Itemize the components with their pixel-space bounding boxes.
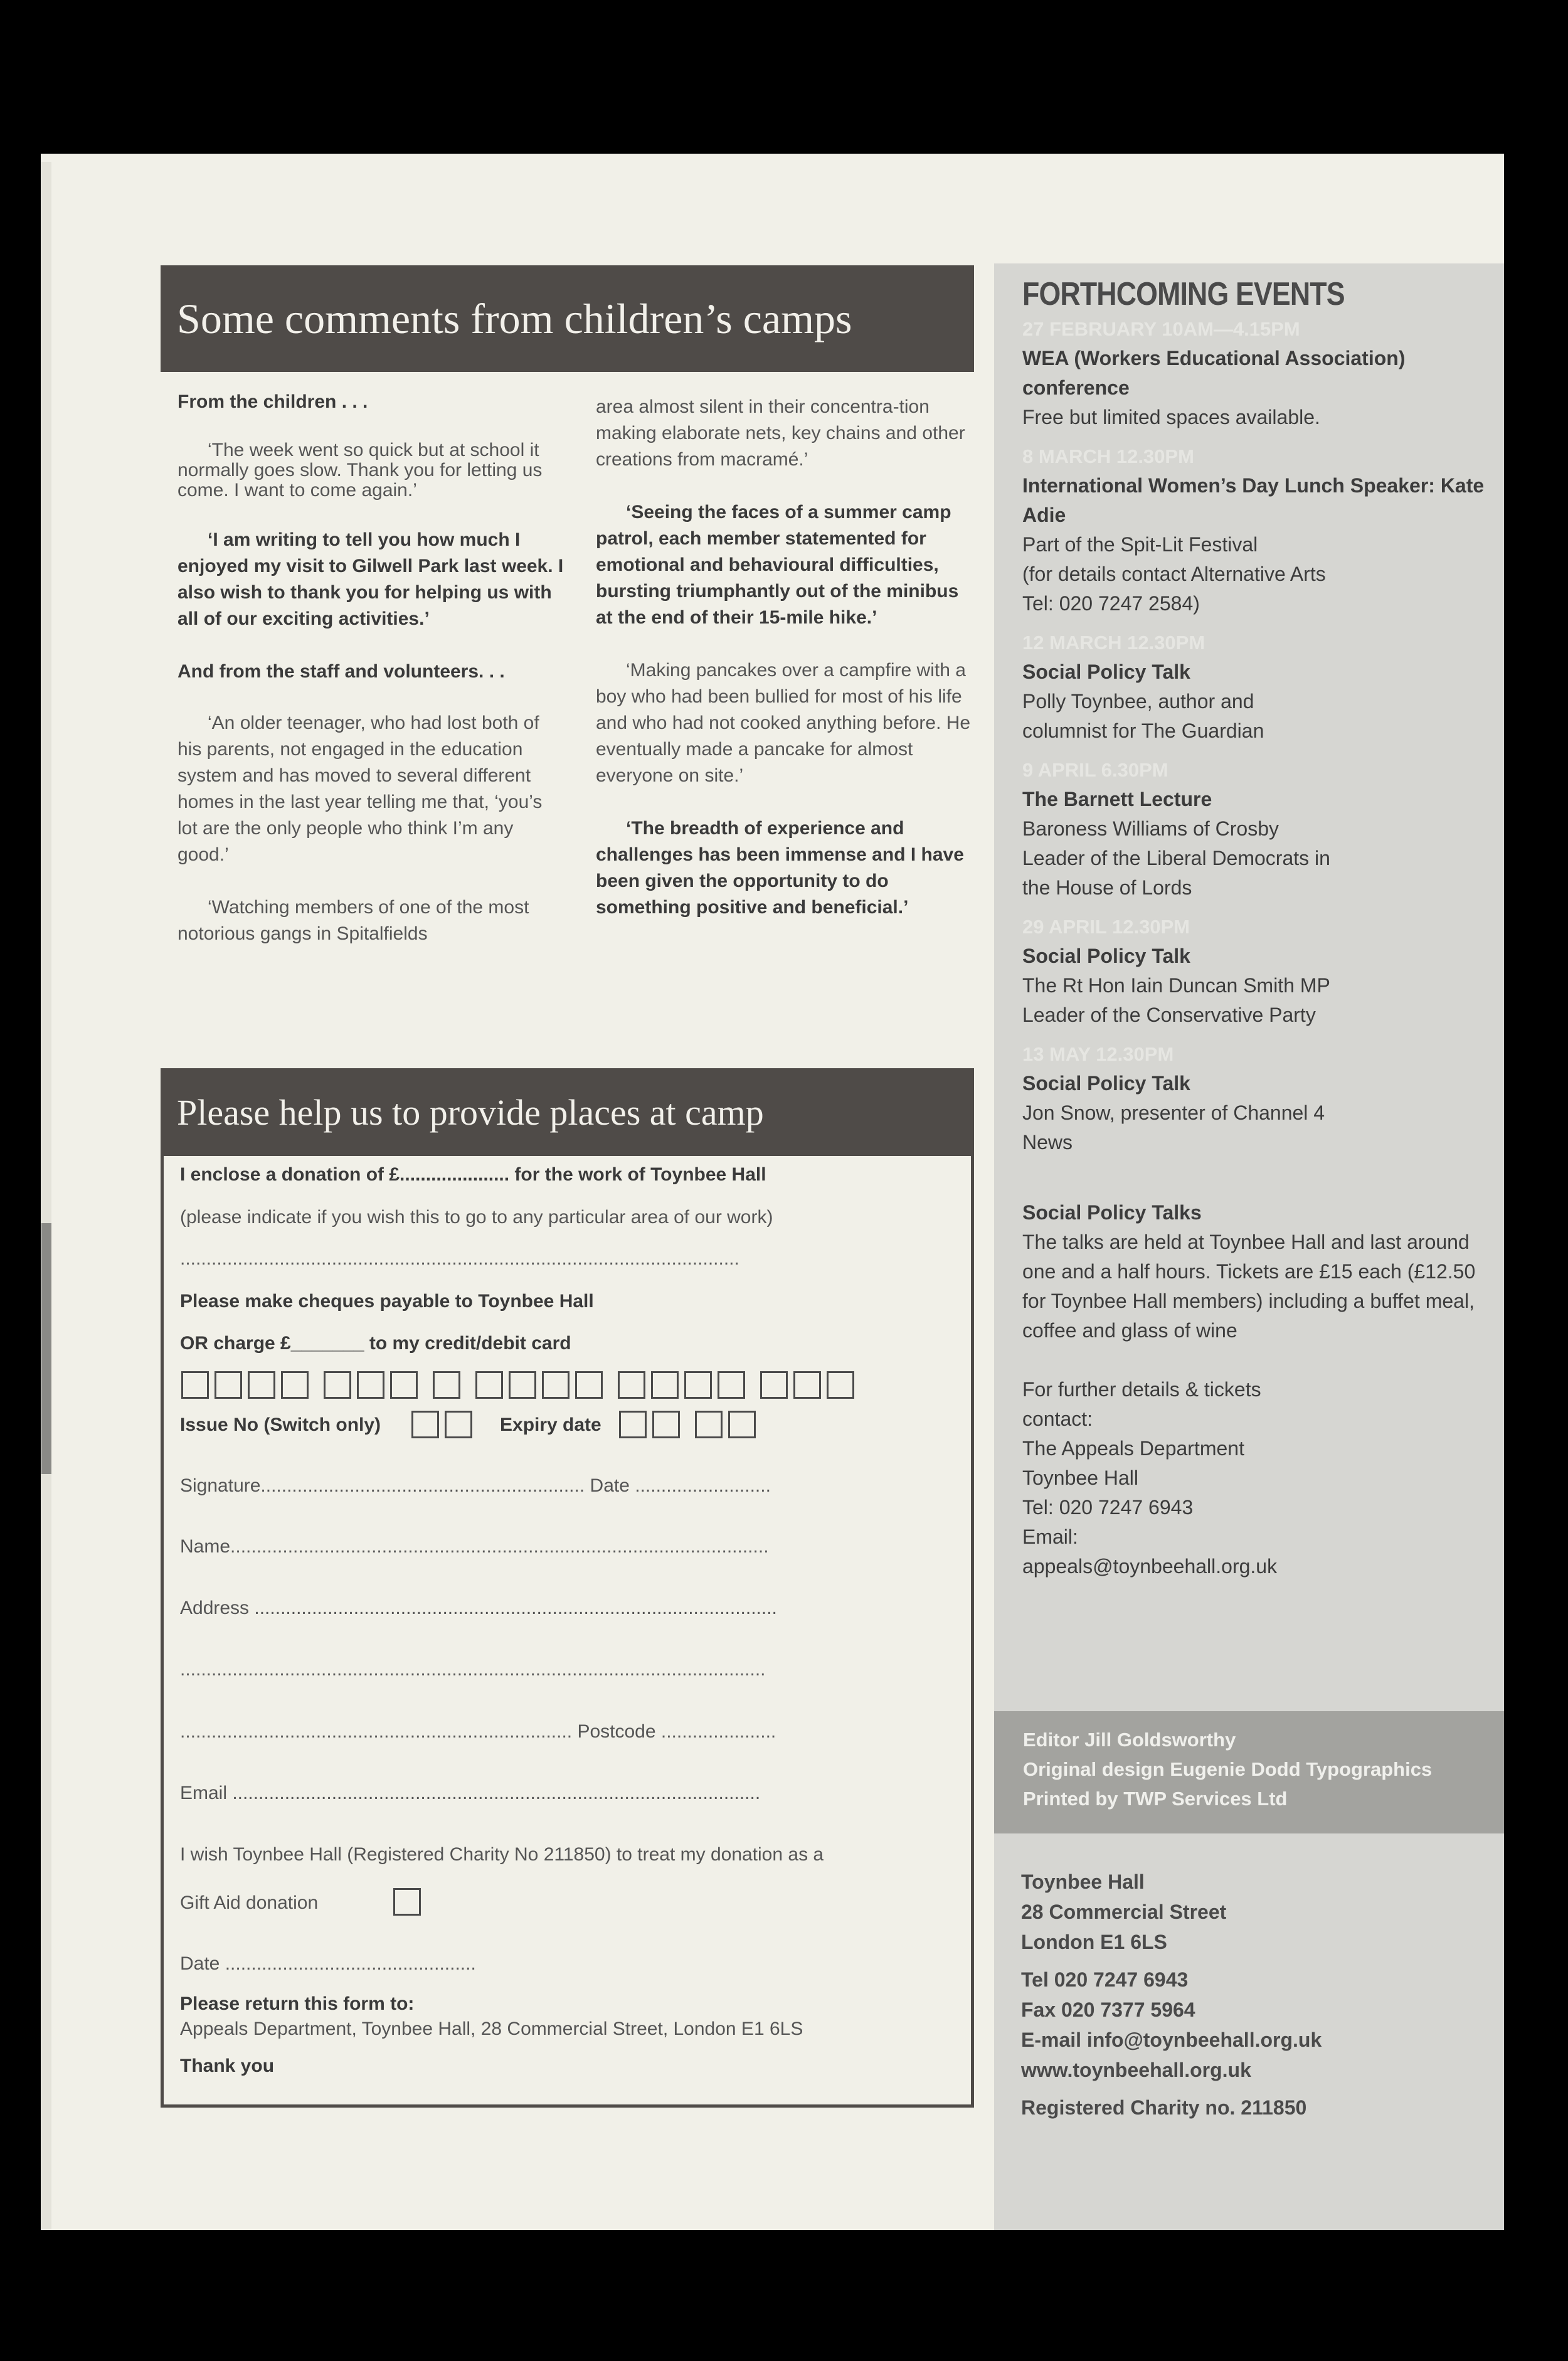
event-detail: Baroness Williams of Crosby — [1022, 817, 1279, 840]
thank-you: Thank you — [180, 2056, 275, 2076]
fax: Fax 020 7377 5964 — [1021, 1998, 1195, 2021]
contact-email[interactable]: appeals@toynbeehall.org.uk — [1022, 1555, 1278, 1578]
donation-field[interactable]: I enclose a donation of £..................... for the work of Toynbee Hall — [180, 1164, 766, 1185]
event-title: International Women’s Day Lunch Speaker: Kate Adie — [1022, 474, 1485, 526]
event-item — [1022, 756, 1486, 903]
contact-line: Tel: 020 7247 6943 — [1022, 1496, 1194, 1519]
comments-banner: Some comments from children’s camps — [161, 265, 974, 372]
address-line: London E1 6LS — [1021, 1931, 1167, 1953]
event-date: 29 APRIL 12.30PM — [1022, 916, 1190, 938]
event-title: Social Policy Talk — [1022, 661, 1190, 683]
staff-heading: And from the staff and volunteers. . . — [177, 661, 505, 682]
event-detail: Jon Snow, presenter of Channel 4 — [1022, 1101, 1325, 1124]
cheque-instruction: Please make cheques payable to Toynbee Hall — [180, 1291, 594, 1312]
credit-line: Editor Jill Goldsworthy — [1023, 1729, 1236, 1751]
address-line: Toynbee Hall — [1021, 1870, 1145, 1893]
talks-text: The talks are held at Toynbee Hall and last around one and a half hours. Tickets are £15 each (£12.50 for Toynbee Hall members) including a buffet meal, coffee and glass of wine — [1022, 1231, 1476, 1342]
children-heading: From the children . . . — [177, 391, 368, 412]
gift-aid-checkbox[interactable] — [393, 1888, 426, 1916]
event-title: The Barnett Lecture — [1022, 788, 1212, 810]
page-edge — [41, 162, 51, 2229]
event-item — [1022, 442, 1486, 618]
quote: ‘Watching members of one of the most notorious gangs in Spitalfields — [177, 897, 529, 944]
event-detail: Leader of the Conservative Party — [1022, 1004, 1316, 1026]
contact-line: Toynbee Hall — [1022, 1467, 1138, 1489]
email-field[interactable]: Email ..................................................................................................... — [180, 1783, 761, 1803]
quote: ‘An older teenager, who had lost both of his parents, not engaged in the education system and has moved to several different homes in the last year telling me that, ‘you’s lot are the only people who think I’m any good.’ — [177, 713, 543, 865]
address-field[interactable]: Address .................................................................................................... — [180, 1598, 777, 1618]
expiry-date-boxes[interactable] — [619, 1411, 761, 1438]
event-date: 13 MAY 12.30PM — [1022, 1043, 1174, 1065]
credit-line: Original design Eugenie Dodd Typographics — [1023, 1758, 1433, 1780]
event-date: 9 APRIL 6.30PM — [1022, 759, 1168, 781]
event-detail: News — [1022, 1131, 1073, 1154]
expiry-date-label: Expiry date — [500, 1414, 601, 1435]
gift-aid-text: I wish Toynbee Hall (Registered Charity No 211850) to treat my donation as a — [180, 1844, 824, 1865]
event-item — [1022, 913, 1486, 1030]
date-field[interactable]: Date ................................................ — [180, 1953, 476, 1974]
talks-heading: Social Policy Talks — [1022, 1201, 1202, 1224]
address-line-field[interactable]: ................................................................................................................ — [180, 1659, 766, 1680]
quote: ‘The breadth of experience and challenges has been immense and I have been given the opportunity to do something positive and beneficial.’ — [596, 818, 964, 918]
event-detail: The Rt Hon Iain Duncan Smith MP — [1022, 974, 1330, 997]
issue-number-boxes[interactable] — [411, 1411, 478, 1438]
signature-field[interactable]: Signature.............................................................. Date .......................... — [180, 1475, 771, 1496]
event-item — [1022, 629, 1486, 746]
event-date: 8 MARCH 12.30PM — [1022, 445, 1194, 467]
event-detail: Polly Toynbee, author and — [1022, 690, 1254, 713]
charge-field[interactable]: OR charge £_______ to my credit/debit card — [180, 1333, 571, 1354]
address-line: 28 Commercial Street — [1021, 1901, 1227, 1923]
event-date: 12 MARCH 12.30PM — [1022, 632, 1205, 654]
gift-aid-label: Gift Aid donation — [180, 1892, 319, 1913]
card-number-boxes[interactable] — [181, 1371, 860, 1399]
form-banner: Please help us to provide places at camp — [161, 1068, 974, 1156]
event-item — [1022, 315, 1486, 432]
event-title: WEA (Workers Educational Association) conference — [1022, 347, 1406, 399]
contact-line: contact: — [1022, 1408, 1093, 1430]
contact-line: Email: — [1022, 1525, 1078, 1548]
event-detail: Leader of the Liberal Democrats in — [1022, 847, 1330, 869]
area-field[interactable]: ........................................................................................................... — [180, 1248, 739, 1269]
event-detail: (for details contact Alternative Arts — [1022, 563, 1326, 585]
quote: ‘I am writing to tell you how much I enjoyed my visit to Gilwell Park last week. I also wish to thank you for helping us with all of our exciting activities.’ — [177, 529, 564, 629]
event-detail: Part of the Spit-Lit Festival — [1022, 533, 1258, 556]
charity-number: Registered Charity no. 211850 — [1021, 2096, 1307, 2119]
event-detail: Tel: 020 7247 2584) — [1022, 592, 1200, 615]
credits — [1023, 1725, 1487, 1813]
quote: ‘Seeing the faces of a summer camp patrol, each member statemented for emotional and behavioural difficulties, bursting triumphantly out of the minibus at the end of their 15-mile hike.’ — [596, 502, 959, 628]
quote: area almost silent in their concentra-tion making elaborate nets, key chains and other creations from macramé.’ — [596, 396, 965, 470]
postcode-field[interactable]: ........................................................................... Postcode ...................... — [180, 1721, 776, 1742]
name-field[interactable]: Name....................................................................................................... — [180, 1536, 769, 1557]
event-detail: Free but limited spaces available. — [1022, 406, 1320, 428]
comments-right-column — [596, 394, 972, 947]
quote: ‘Making pancakes over a campfire with a boy who had been bullied for most of his life and who had not cooked anything before. He eventually made a pancake for almost everyone on site.’ — [596, 660, 971, 786]
telephone: Tel 020 7247 6943 — [1021, 1968, 1189, 1991]
event-title: Social Policy Talk — [1022, 1072, 1190, 1095]
issue-number-label: Issue No (Switch only) — [180, 1414, 381, 1435]
credit-line: Printed by TWP Services Ltd — [1023, 1788, 1288, 1810]
comments-left-column — [177, 389, 566, 974]
quote: ‘The week went so quick but at school it normally goes slow. Thank you for letting us come. I want to come again.’ — [177, 440, 543, 501]
contact-line: The Appeals Department — [1022, 1437, 1244, 1460]
event-date: 27 FEBRUARY 10AM—4.15PM — [1022, 318, 1300, 340]
event-detail: columnist for The Guardian — [1022, 719, 1264, 742]
event-detail: the House of Lords — [1022, 876, 1192, 899]
page-shadow — [41, 1223, 51, 1474]
website-link[interactable]: www.toynbeehall.org.uk — [1021, 2059, 1251, 2081]
email-link[interactable]: E-mail info@toynbeehall.org.uk — [1021, 2029, 1322, 2051]
organisation-address — [1021, 1867, 1485, 2123]
event-title: Social Policy Talk — [1022, 945, 1190, 967]
area-instruction: (please indicate if you wish this to go to any particular area of our work) — [180, 1207, 773, 1228]
contact-line: For further details & tickets — [1022, 1378, 1261, 1401]
event-item — [1022, 1040, 1486, 1157]
events-list — [1022, 273, 1486, 1167]
return-label: Please return this form to: — [180, 1993, 415, 2014]
events-title: FORTHCOMING EVENTS — [1022, 276, 1345, 312]
return-address: Appeals Department, Toynbee Hall, 28 Commercial Street, London E1 6LS — [180, 2019, 803, 2039]
talks-info — [1022, 1198, 1486, 1581]
